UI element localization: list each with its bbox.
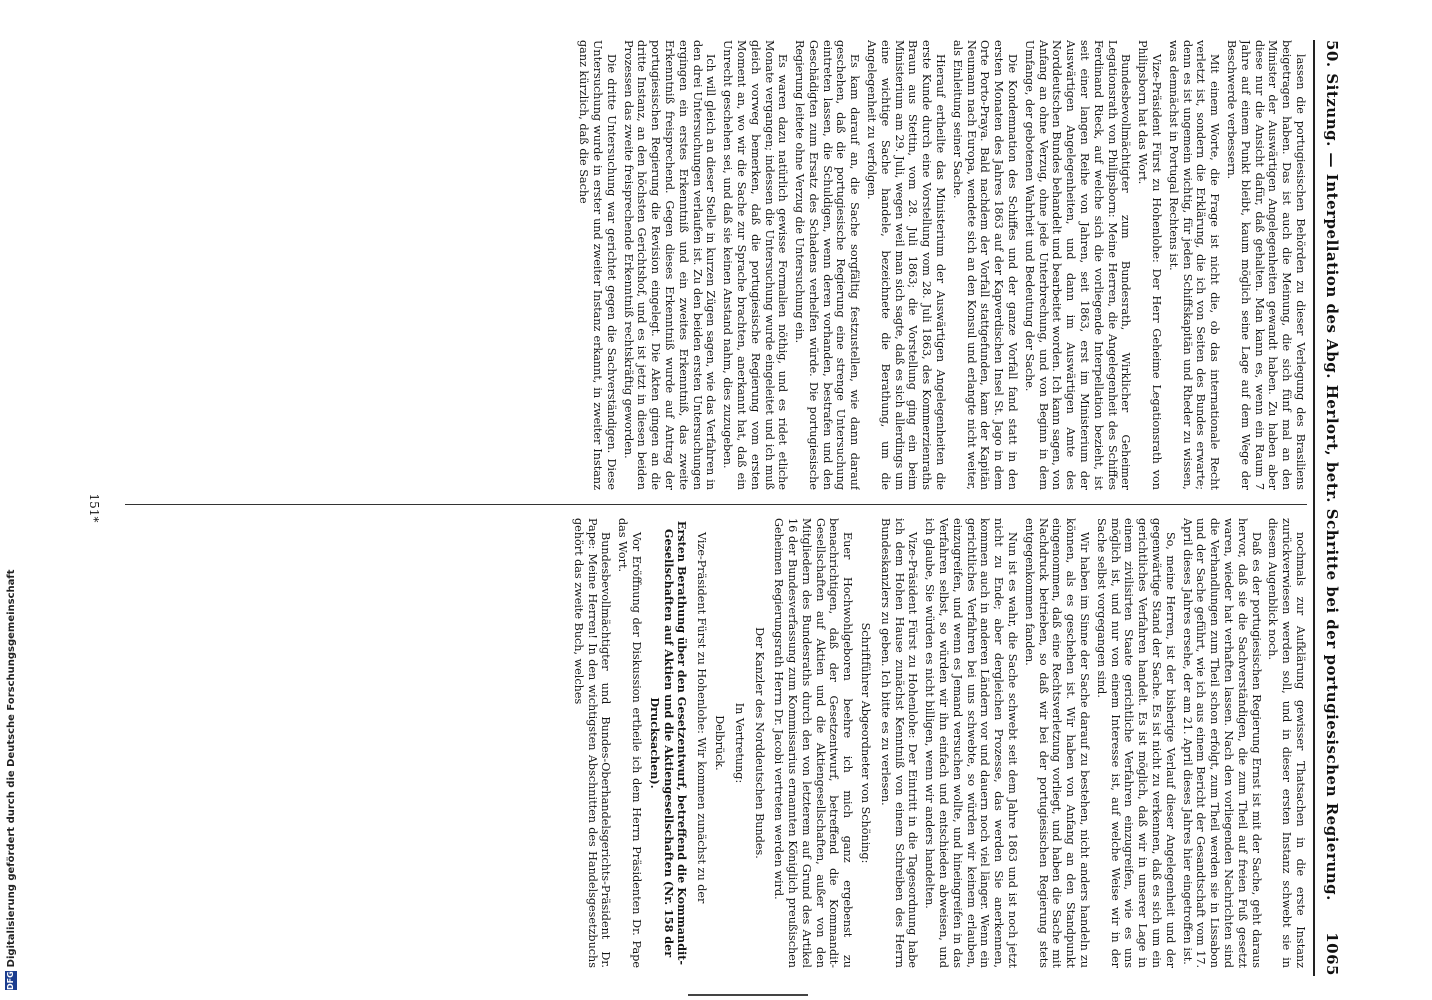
paragraph: Mit einem Worte, die Frage ist nicht die, ob das internationale Recht verletzt ist, sondern die Erklärung, die ich von Seiten des Bundes erwarte; denn es ist ungemein wichtig, für jeden Schiffskapitän und Rheder zu wissen, was demnächst in Portugal Rechtens ist. <box>1166 40 1222 490</box>
speaker-heading: Schriftführer Abgeordneter von Schöning: <box>859 622 873 864</box>
paragraph: Hierauf ertheilte das Ministerium der Auswärtigen Angelegenheiten die erste Kunde durch eine Vorstellung vom 28. Juli 1863, des Kommerzienraths Braun aus Stettin, vom 28. Juli 1863; die Vorstellung ging ein beim Ministerium am 29. Juli, wegen weil man sich sagte, daß es sich allerdings um eine wichtige Sache handele, bezeichnete die Berathung, um die Angelegenheit zu verfolgen. <box>865 40 948 490</box>
header-rule <box>1313 40 1315 976</box>
digitization-credit <box>4 570 18 990</box>
page-number: 1065 <box>1323 932 1341 976</box>
paragraph: Vize-Präsident Fürst zu Hohenlohe: Der Herr Geheime Legationsrath von Philipsborn hat das Wort. <box>1136 40 1164 490</box>
scan-edge-line <box>688 994 808 996</box>
paragraph: Bundesbevollmächtigter und Bundes-Oberhandelsgerichts-Präsident Dr. Pape: Meine Herren! In den wichtigsten Abschnitten des Handelsgesetzbuchs gehört das zweite Buch, welches <box>571 518 613 968</box>
paragraph: lassen die portugiesischen Behörden zu dieser Verlegung des Brasiliens beigetragen haben. Das ist auch die Meinung, die sich fünf mal an den Minister der Auswärtigen Angelegenheiten gewandt haben. Zu haben aber diese nur die Ansicht dafür, daß gehalten. Man kann es, wenn ein Raum 7 Jahre auf einem Punkt bleibt, kaum möglich seine Lage auf dem Wege der Beschwerde verbessern. <box>1225 40 1307 490</box>
signature-name: Delbrück. <box>712 715 726 771</box>
paragraph: Vize-Präsident Fürst zu Hohenlohe: Der Eintritt in die Tagesordnung habe ich dem Hohen Hause zunächst Kenntniß von einem Schreiben des Herrn Bundeskanzlers zu geben. Ich bitte es zu verlesen. <box>878 518 920 968</box>
dfg-logo-icon: DFG <box>6 971 15 990</box>
paragraph: Wir haben im Sinne der Sache darauf zu bestehen, nicht anders handeln zu können, als es geschehen ist. Wir haben von Anfang an den Standpunkt eingenommen, daß eine Rechtsverletzung vorliegt, und haben die Sache mit Nachdruck betrieben, so daß wir bei der portugiesischen Regierung stets entgegenkommen fanden. <box>1022 518 1092 968</box>
paragraph: Es kam darauf an, die Sache sorgfältig festzustellen, wie dann darauf geschehen, daß die portugiesische Regierung eine strenge Untersuchung eintreten lassen, die Schuldigen, wenn deren vorhanden, bestrafen und den Geschädigten zum Ersatz des Schadens verhelfen würde. Die portugiesische Regierung leitete ohne Verzug die Untersuchung ein. <box>793 40 862 490</box>
paragraph: nochmals zur Aufklärung gewisser Thatsachen in die erste Instanz zurückverwiesen werden soll, und in dieser ersten Instanz schwebt sie in diesem Augenblick noch. <box>1266 518 1307 968</box>
paragraph: Die dritte Untersuchung war gerichtet gegen die Sachverständigen. Diese Untersuchung wurde in erster und zweiter Instanz erkannt, in zweiter Instanz ganz kürzlich, daß die Sache <box>577 40 618 490</box>
paragraph: Es waren dazu natürlich gewisse Formalien nöthig, und es ridet etliche Monate vergangen; indessen die Untersuchung wurde eingeleitet und ich muß gleich vorweg bemerken, daß die portugiesische Regierung vom ersten Moment an, wo wir die Sache zur Sprache brachten, anerkannt hat, daß ein Unrecht geschehen sei, und daß sie keinen Anstand nahm, dies zuzugeben. <box>721 40 790 490</box>
paragraph: Vor Eröffnung der Diskussion ertheile ich dem Herrn Präsidenten Dr. Pape das Wort. <box>616 518 643 968</box>
paragraph: So, meine Herren, ist der bisherige Verlauf dieser Angelegenheit und der gegenwärtige Stand der Sache. Es ist nicht zu verkennen, daß es sich um ein gerichtliches Verfahren handelt. Es ist möglich, daß wir in unserer Lage in einem zivilisirten Staate gerichtliche Verfahren einzugreifen, wie es uns möglich ist, und nur von einem Interesse ist, auf welche Weise wir in der Sache selbst vorgegangen sind. <box>1094 518 1177 968</box>
agenda-heading: Ersten Berathung über den Gesetzentwurf, betreffend die Kommandit-Gesellschaften auf Aktien und die Aktiengesellschaften (Nr. 158 der Drucksachen). <box>647 520 690 966</box>
signature-line: In Vertretung: <box>732 702 746 784</box>
signature-line: Der Kanzler des Norddeutschen Bundes. <box>752 627 766 859</box>
left-column <box>105 40 1307 490</box>
running-head <box>1317 40 1347 976</box>
page-signature-mark: 151* <box>87 493 101 523</box>
right-column <box>105 518 1307 968</box>
paragraph: Vize-Präsident Fürst zu Hohenlohe: Wir kommen zunächst zu der <box>695 532 709 904</box>
paragraph: Nun ist es wahr, die Sache schwebt seit dem Jahre 1863 und ist noch jetzt nicht zu Ende; aber dergleichen Prozesse, das werden Sie anerkennen, kommen auch in anderen Ländern vor und dauern noch viel länger. Wenn ein gerichtliches Verfahren bei uns schwebte, so würden wir keinem erlauben, einzugreifen, und wenn es Jemand versuchen wollte, und hineingreifen in das Verfahren selbst, so würden wir ihn einfach und entschieden abweisen, und ich glaube, Sie würden es nicht billigen, wenn wir anders handelten. <box>923 518 1020 968</box>
paragraph: Die Kondemnation des Schiffes und der ganze Vorfall fand statt in den ersten Monaten des Jahres 1863 auf der Kapverdischen Insel St. Jago in dem Orte Porto-Praya. Bald nachdem der Vorfall stattgefunden, kam der Kapitän Neumann nach Europa, wendete sich an den Konsul und erlangte nicht weiter, als Einleitung seiner Sache. <box>950 40 1020 490</box>
paragraph: Euer Hochwohlgeboren beehre ich mich ganz ergebenst zu benachrichtigen, daß der Gesetzentwurf, betreffend die Kommandit-Gesellschaften auf Aktien und die Aktiengesellschaften, außer von den Mitgliedern des Bundesraths durch den von letzterem auf Grund des Artikel 16 der Bundesverfassung zum Kommissarius ernannten Königlich preußischen Geheimen Regierungsrath Herrn Dr. Jacobi vertreten werden wird. <box>772 518 855 968</box>
running-head-title: 50. Sitzung. — Interpellation des Abg. Herlort, betr. Schritte bei der portugiesischen Regierung. <box>1323 40 1341 901</box>
rotated-page-content <box>85 40 1347 976</box>
column-divider <box>125 504 1307 505</box>
paragraph: Daß es der portugiesischen Regierung Ernst ist mit der Sache, geht daraus hervor, daß sie die Sachverständigen, die zum Theil auf freien Fuß gesetzt waren, wieder hat verhaften lassen. Nach den vorliegenden Nachrichten sind die Verhandlungen zum Theil schon erfolgt, zum Theil werden sie in Lissabon und der Sache geführt, wie ich aus einem Bericht der Gesandtschaft vom 17. April dieses Jahres ersehe, der am 21. April dieses Jahres hier eingetroffen ist. <box>1180 518 1263 968</box>
paragraph: Ich will gleich an dieser Stelle in kurzen Zügen sagen, wie das Verfahren in den drei Untersuchungen verlaufen ist. Zu den beiden ersten Untersuchungen ergingen ein erstes Erkenntniß und ein zweites Erkenntniß, das zweite Erkenntniß freisprechend. Gegen dieses Erkenntniß wurde auf Antrag der portugiesischen Regierung die Revision eingelegt. Die Akten gingen an die dritte Instanz, an den höchsten Gerichtshof, und es ist jetzt in diesen beiden Prozessen das zweite freisprechende Erkenntniß rechtskräftig geworden. <box>621 40 718 490</box>
paragraph: Bundesbevollmächtigter zum Bundesrath, Wirklicher Geheimer Legationsrath von Philipsborn: Meine Herren, die Angelegenheit des Schiffes Ferdinand Rieck, auf welche sich die vorliegende Interpellation bezieht, ist seit einer langen Reihe von Jahren, seit 1863, erst im Ministerium der Auswärtigen Angelegenheiten, und dann im Auswärtigen Amte des Norddeutschen Bundes behandelt und bearbeitet worden. Ich kann sagen, von Anfang an ohne Verzug, ohne jede Unterbrechung, und von Beginn in dem Umfange, der gebotenen Wahrheit und Bedeutung der Sache. <box>1022 40 1133 490</box>
credit-text: Digitalisierung gefördert durch die Deutsche Forschungsgemeinschaft <box>5 569 17 968</box>
